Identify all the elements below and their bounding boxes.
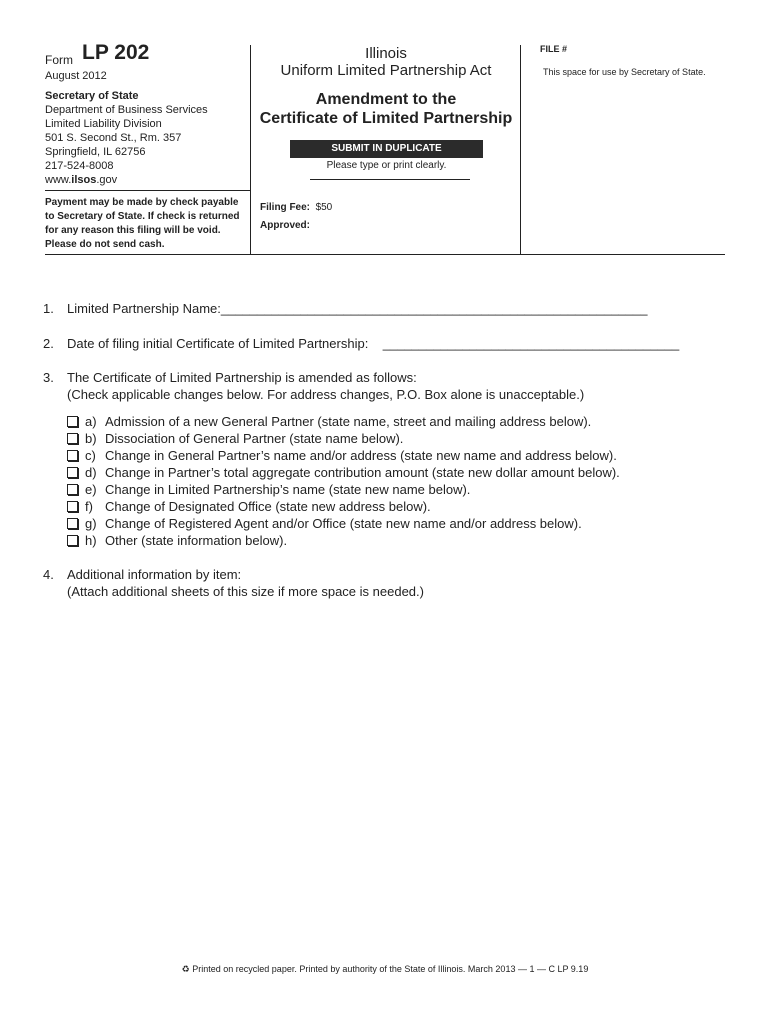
recycle-icon: ♻ bbox=[181, 964, 190, 974]
fee-value: $50 bbox=[315, 202, 333, 213]
office-city: Springfield, IL 62756 bbox=[45, 146, 146, 158]
change-option-a[interactable]: a) Admission of a new General Partner (state name, street and mailing address below). bbox=[67, 413, 591, 430]
item-3-instructions: (Check applicable changes below. For address changes, P.O. Box alone is unacceptable.) bbox=[67, 387, 585, 402]
footer bbox=[0, 964, 770, 975]
change-option-c[interactable]: c) Change in General Partner’s name and/or address (state new name and address below). bbox=[67, 447, 617, 464]
office-title: Secretary of State bbox=[45, 90, 139, 102]
item-1[interactable] bbox=[43, 300, 647, 317]
divider bbox=[250, 45, 251, 255]
office-website[interactable] bbox=[45, 173, 245, 187]
document-title bbox=[255, 90, 517, 128]
divider bbox=[45, 190, 250, 191]
form-date: August 2012 bbox=[45, 70, 107, 82]
web-suffix: .gov bbox=[96, 174, 118, 186]
file-number-label: FILE # bbox=[540, 44, 568, 54]
item-4-text: Additional information by item: bbox=[67, 567, 242, 582]
divider bbox=[520, 45, 521, 255]
change-option-h[interactable]: h) Other (state information below). bbox=[67, 532, 287, 549]
item-number: 4. bbox=[43, 567, 54, 582]
lp-name-field[interactable]: Limited Partnership Name:___________________________________________________________ bbox=[67, 301, 648, 316]
checkbox[interactable] bbox=[67, 535, 78, 546]
item-4 bbox=[43, 566, 241, 583]
checkbox[interactable] bbox=[67, 450, 78, 461]
change-option-f[interactable]: f) Change of Designated Office (state new address below). bbox=[67, 498, 431, 515]
office-address-block bbox=[45, 89, 245, 187]
document-title-line1: Amendment to the bbox=[315, 91, 457, 108]
item-number: 2. bbox=[43, 336, 54, 351]
item-3-text: The Certificate of Limited Partnership is amended as follows: bbox=[67, 370, 417, 385]
title-block bbox=[255, 45, 517, 128]
divider bbox=[310, 179, 470, 180]
checkbox[interactable] bbox=[67, 416, 78, 427]
office-department: Department of Business Services bbox=[45, 104, 208, 116]
web-domain: ilsos bbox=[71, 174, 97, 186]
item-number: 1. bbox=[43, 301, 54, 316]
office-street: 501 S. Second St., Rm. 357 bbox=[45, 132, 182, 144]
approved-label: Approved: bbox=[260, 220, 310, 231]
change-option-e[interactable]: e) Change in Limited Partnership’s name (state new name below). bbox=[67, 481, 470, 498]
item-3 bbox=[43, 369, 417, 386]
change-option-d[interactable]: d) Change in Partner’s total aggregate contribution amount (state new dollar amount below). bbox=[67, 464, 620, 481]
footer-text: Printed on recycled paper. Printed by authority of the State of Illinois. March 2013 — 1 — C LP 9.19 bbox=[192, 964, 589, 974]
filing-date-label: Date of filing initial Certificate of Limited Partnership: bbox=[67, 336, 369, 351]
form-number: LP 202 bbox=[82, 41, 150, 64]
checkbox[interactable] bbox=[67, 501, 78, 512]
form-label: Form bbox=[45, 53, 73, 67]
checkbox[interactable] bbox=[67, 433, 78, 444]
document-title-line2: Certificate of Limited Partnership bbox=[259, 110, 513, 127]
checkbox[interactable] bbox=[67, 467, 78, 478]
type-note: Please type or print clearly. bbox=[326, 160, 447, 171]
change-option-b[interactable]: b) Dissociation of General Partner (state name below). bbox=[67, 430, 403, 447]
office-phone: 217-524-8008 bbox=[45, 160, 114, 172]
web-prefix: www. bbox=[45, 174, 72, 186]
item-number: 3. bbox=[43, 370, 54, 385]
submit-banner: SUBMIT IN DUPLICATE bbox=[290, 140, 483, 158]
checkbox[interactable] bbox=[67, 484, 78, 495]
state-name: Illinois bbox=[365, 45, 407, 62]
filing-fee bbox=[260, 202, 332, 213]
item-4-instructions: (Attach additional sheets of this size if more space is needed.) bbox=[67, 584, 424, 599]
fee-label: Filing Fee: bbox=[260, 202, 310, 213]
file-note: This space for use by Secretary of State. bbox=[543, 67, 706, 77]
office-division: Limited Liability Division bbox=[45, 118, 162, 130]
payment-note: Payment may be made by check payable to Secretary of State. If check is returned for any reason this filing will be void. Please do not send cash. bbox=[45, 197, 240, 250]
checkbox[interactable] bbox=[67, 518, 78, 529]
act-name: Uniform Limited Partnership Act bbox=[280, 62, 492, 79]
item-2[interactable] bbox=[43, 335, 679, 352]
header-bottom-rule bbox=[45, 254, 725, 255]
filing-date-field[interactable]: _________________________________________ bbox=[382, 336, 680, 351]
change-option-g[interactable]: g) Change of Registered Agent and/or Office (state new name and/or address below). bbox=[67, 515, 582, 532]
